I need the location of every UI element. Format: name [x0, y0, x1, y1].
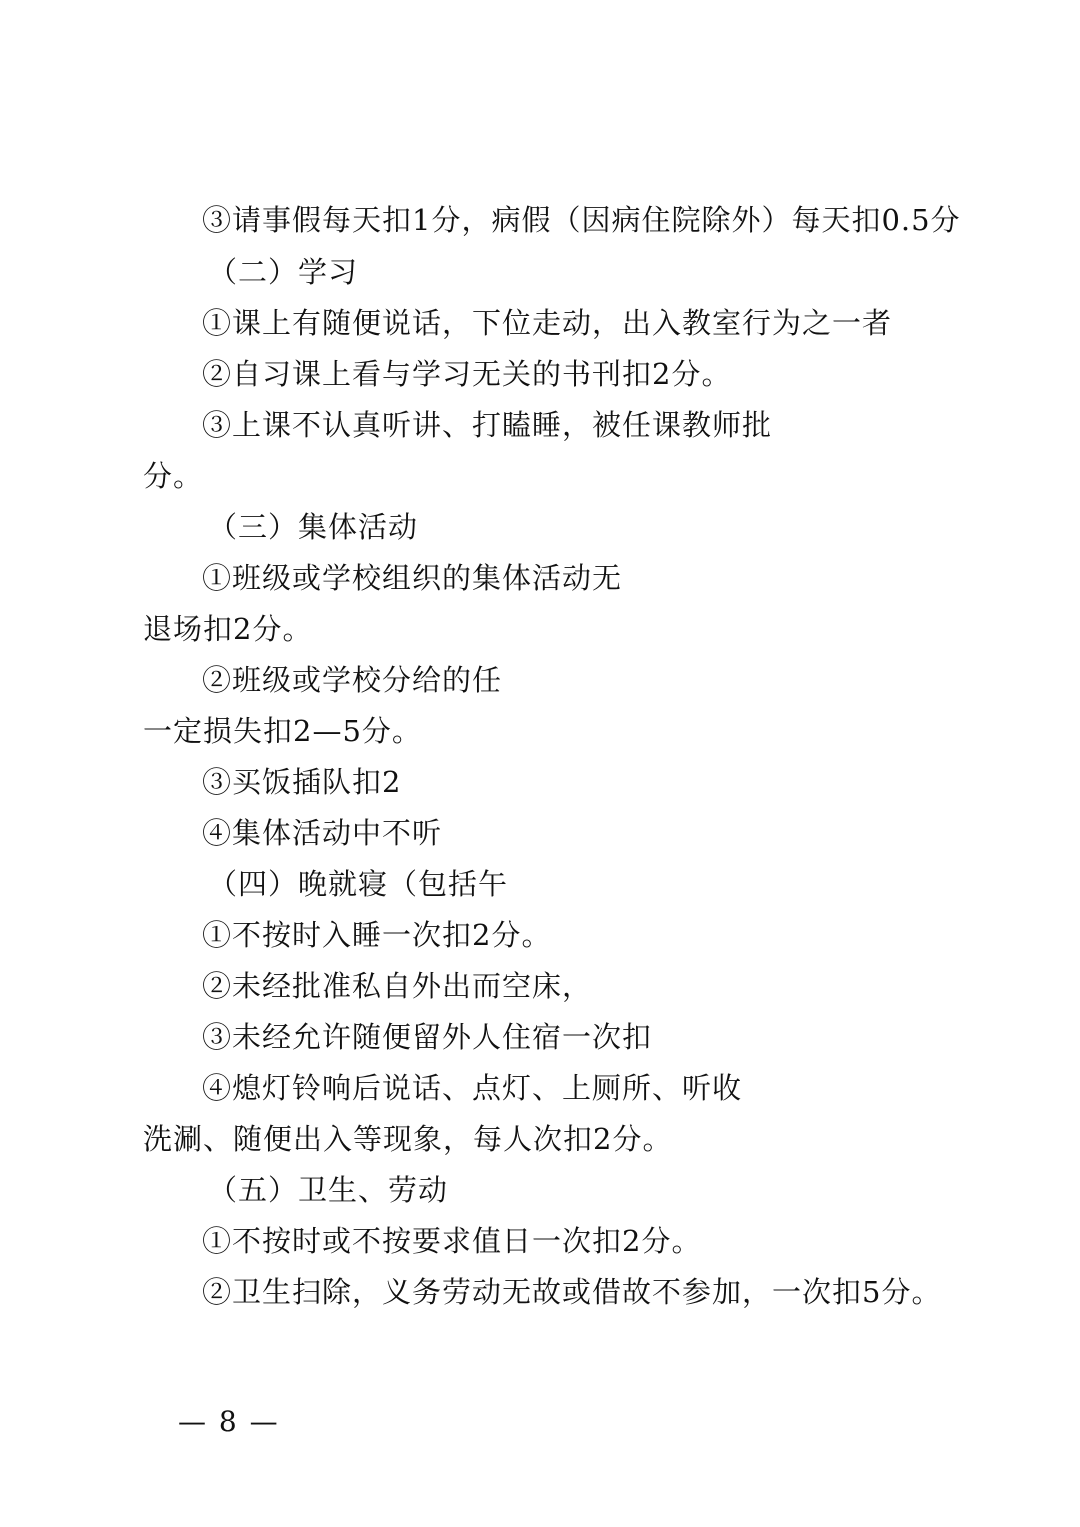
text-line-self-study: ②自习课上看与学习无关的书刊扣2分。 — [202, 357, 732, 391]
text-line-continuation: 退场扣2分。 — [143, 612, 313, 646]
text-line-continuation: 洗涮、随便出入等现象，每人次扣2分。 — [143, 1122, 673, 1156]
text-line-continuation: 一定损失扣2—5分。 — [143, 714, 422, 748]
text-line-empty-bed: ②未经批准私自外出而空床， — [202, 969, 593, 1003]
section-heading-hygiene-labor: （五）卫生、劳动 — [208, 1173, 449, 1207]
section-heading-study: （二）学习 — [208, 255, 359, 289]
text-line-queue-jumping: ③买饭插队扣2 — [202, 765, 402, 799]
text-line-class-talking: ①课上有随便说话，下位走动，出入教室行为之一者 — [202, 306, 893, 340]
text-line-sleep-time: ①不按时入睡一次扣2分。 — [202, 918, 552, 952]
page-number: — 8 — — [178, 1405, 280, 1438]
text-line-not-listening: ③上课不认真听讲、打瞌睡，被任课教师批 — [202, 408, 773, 442]
text-line-lights-out: ④熄灯铃响后说话、点灯、上厕所、听收 — [202, 1071, 743, 1105]
text-line-continuation: 分。 — [143, 459, 204, 493]
text-line-cleaning-labor: ②卫生扫除，义务劳动无故或借故不参加，一次扣5分。 — [202, 1275, 942, 1309]
text-line-sick-leave: ③请事假每天扣1分，病假（因病住院除外）每天扣0.5分 — [202, 203, 961, 237]
section-heading-bedtime: （四）晚就寝（包括午 — [208, 867, 509, 901]
text-line-group-activity: ①班级或学校组织的集体活动无 — [202, 561, 623, 595]
text-line-not-obeying: ④集体活动中不听 — [202, 816, 443, 850]
text-line-outsider-stay: ③未经允许随便留外人住宿一次扣 — [202, 1020, 653, 1054]
section-heading-group-activity: （三）集体活动 — [208, 510, 419, 544]
text-line-duty-day: ①不按时或不按要求值日一次扣2分。 — [202, 1224, 702, 1258]
text-line-assigned-task: ②班级或学校分给的任 — [202, 663, 503, 697]
